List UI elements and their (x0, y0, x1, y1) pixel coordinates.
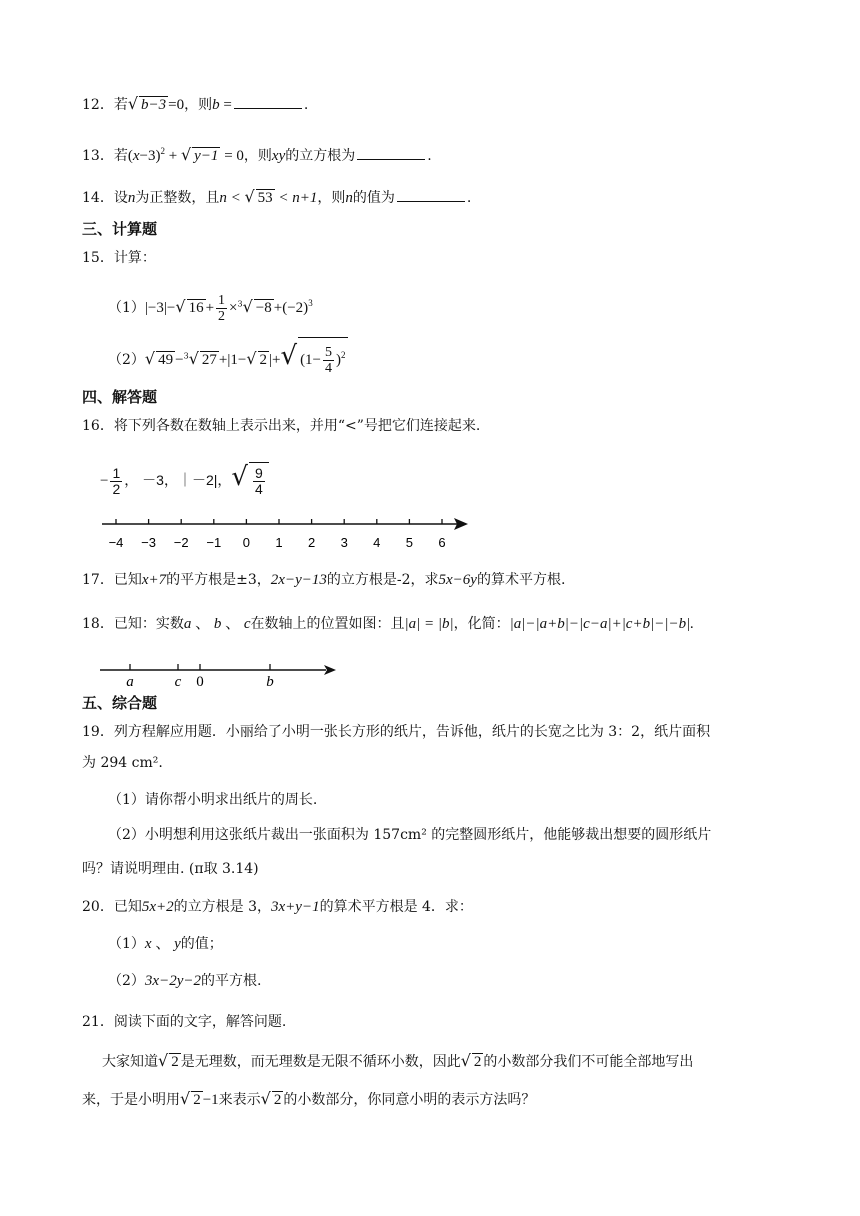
var-xy: xy (271, 148, 286, 164)
part-label: （1） (108, 936, 145, 952)
radicand: 53 (257, 190, 273, 206)
axis-tick-label: −4 (108, 535, 124, 550)
number-line-16 (96, 510, 476, 554)
part-label: （2） (108, 352, 145, 368)
q21-text-b3: 的小数部分，你同意小明的表示方法吗？ (283, 1092, 536, 1108)
q20-text3: 的算术平方根是 4．求： (319, 899, 473, 915)
q21-text-b1: 来，于是小明用 (82, 1092, 180, 1108)
question-number: 19． (82, 724, 114, 740)
q18-text2: 在数轴上的位置如图：且 (250, 616, 405, 632)
number-list: ， －3，｜－2|， (124, 472, 232, 488)
radical-sign: √ (144, 349, 156, 368)
q18-text3: ，化简： (453, 616, 510, 632)
q15-text: 计算： (113, 250, 156, 266)
q20-part2 (108, 972, 261, 990)
minus: − (175, 352, 184, 368)
q21-paragraph-line2 (82, 1090, 535, 1109)
question-number: 12． (82, 97, 114, 113)
vars-xy: x 、 y (144, 936, 181, 952)
q17-text4: 的算术平方根. (476, 572, 566, 588)
radicand: −8 (255, 300, 272, 316)
fraction-half: $\frac{1}{2}$ (112, 464, 121, 497)
q21-text-a3: 的小数部分我们不可能全部地写出 (483, 1054, 694, 1070)
minus: − (100, 473, 109, 489)
q13-text: 若 (113, 148, 128, 164)
part-label: （2） (108, 973, 145, 989)
q17-text: 已知 (113, 572, 142, 588)
period: . (427, 148, 432, 164)
radical-sign: √ (180, 1089, 191, 1108)
radical-sign: √ (158, 1051, 169, 1070)
radicand: 2 (273, 1092, 282, 1108)
expr-1: |−3|− (144, 300, 176, 316)
q13-then: ，则 (243, 148, 272, 164)
answer-blank[interactable] (397, 189, 465, 202)
q14-text4: 的值为 (352, 190, 395, 206)
abs-expr: +|1− (218, 352, 247, 368)
var-n: n (127, 190, 136, 206)
axis-tick-label: 0 (242, 535, 251, 550)
question-18 (82, 615, 694, 633)
radical-sign: √ (231, 462, 248, 492)
q18-text: 已知：实数 (113, 616, 184, 632)
q16-numbers (100, 457, 269, 497)
question-19-line2: 为 294 cm². (82, 755, 163, 771)
part-label: （1） (108, 300, 145, 316)
expr-tail: $+(-2)^3$ (273, 298, 313, 316)
question-19-line1 (82, 723, 710, 741)
question-14 (82, 188, 471, 207)
radical-sign: √ (188, 349, 199, 368)
inequality: n < (219, 190, 241, 206)
q20-text: 已知 (113, 899, 142, 915)
radicand: 27 (201, 352, 217, 368)
question-number: 21． (82, 1014, 114, 1030)
question-number: 13． (82, 148, 114, 164)
q19-part2-line2: 吗？请说明理由. (π取 3.14) (82, 861, 259, 877)
expr-2x-y-13: 2x−y−13 (270, 572, 327, 588)
q20-part1-text: 的值； (180, 936, 223, 952)
q15-part2 (108, 336, 348, 376)
axis-tick-label: −2 (173, 535, 189, 550)
q20-part1 (108, 935, 223, 953)
axis-points (126, 664, 274, 690)
axis-point-label: b (266, 674, 274, 690)
q20-text2: 的立方根是 3， (173, 899, 271, 915)
question-13 (82, 142, 432, 165)
radicand: y−1 (194, 148, 219, 164)
radical-sign: √ (175, 297, 186, 316)
q21-text-a2: 是无理数，而无理数是无限不循环小数，因此 (180, 1054, 461, 1070)
axis-tick-label: 2 (307, 535, 316, 550)
axis-point-label: a (126, 674, 134, 690)
answer-blank[interactable] (234, 96, 302, 109)
q19-part2-line1: （2）小明想利用这张纸片裁出一张面积为 157cm² 的完整圆形纸片，他能够裁出想要的圆形纸片 (108, 827, 712, 843)
expr-squared: $(x-3)^2$ + (127, 146, 181, 164)
radical-sign: √ (246, 349, 257, 368)
equals-sign: = (219, 97, 232, 113)
q14-text: 设 (113, 190, 128, 206)
equals-zero: =0 (168, 97, 185, 113)
fraction-half: $\frac{1}{2}$ (218, 292, 226, 324)
period: . (303, 97, 309, 113)
q17-text2: 的平方根是±3， (166, 572, 271, 588)
equals-zero: = 0 (220, 148, 244, 164)
radical-sign: √ (127, 94, 139, 113)
section-heading-5: 五、综合题 (82, 694, 158, 712)
question-number: 17． (82, 572, 114, 588)
question-20 (82, 898, 473, 916)
q15-part1 (108, 283, 313, 323)
question-12 (82, 95, 308, 114)
number-line-18 (96, 660, 346, 690)
axis-tick-label: 6 (438, 535, 446, 550)
question-21 (82, 1013, 286, 1031)
radicand: 2 (259, 352, 268, 368)
q21-text-a1: 大家知道 (102, 1054, 158, 1070)
q14-text2: 为正整数，且 (135, 190, 220, 206)
q21-text-b2: 来表示 (218, 1092, 261, 1108)
expr-5x-6y: 5x−6y (438, 572, 477, 588)
q13-text-cube: 的立方根为 (285, 148, 356, 164)
section-heading-4: 四、解答题 (82, 388, 158, 406)
radicand: 49 (158, 352, 174, 368)
axis-point-label: 0 (196, 674, 204, 690)
vars-abc: a 、 b 、 c (183, 616, 251, 632)
expr-3x-2y-2: 3x−2y−2 (144, 973, 202, 989)
radicand-big: (1− $\frac{5}{4}$ )$^2$ (298, 337, 347, 377)
radicand: 2 (193, 1092, 201, 1108)
q19-part1: （1）请你帮小明求出纸片的周长. (108, 792, 318, 808)
q12-text: 若 (113, 97, 128, 113)
axis-tick-label: 4 (373, 535, 381, 550)
cube-index: 3 (183, 351, 189, 361)
axis-tick-label: −1 (206, 535, 222, 550)
big-radical-sign: √ (280, 341, 298, 371)
axis-tick-label: 5 (405, 535, 414, 550)
radicand: 2 (473, 1054, 482, 1070)
radicand: 16 (188, 300, 204, 316)
radical-sign: √ (180, 145, 192, 164)
axis-point-label: c (174, 674, 182, 690)
cube-index: 3 (237, 299, 243, 309)
radical-sign: √ (242, 297, 253, 316)
times: × (229, 300, 238, 316)
q14-then: ，则 (317, 190, 346, 206)
plus: + (205, 300, 215, 316)
q20-part2-text: 的平方根. (201, 973, 262, 989)
radicand: $\frac{9}{4}$ (249, 462, 269, 497)
question-number: 14． (82, 190, 114, 206)
q21-text: 阅读下面的文字，解答问题. (113, 1014, 287, 1030)
var-n-2: n (345, 190, 353, 206)
axis-tick-label: 1 (275, 535, 283, 550)
radical-sign: √ (260, 1089, 271, 1108)
q12-then: ，则 (184, 97, 213, 113)
axis-tick-label: 3 (340, 535, 348, 550)
radicand: b−3 (141, 97, 167, 113)
abs-close: |+ (269, 352, 281, 368)
q16-text: 将下列各数在数轴上表示出来，并用“<”号把它们连接起来. (113, 418, 481, 434)
var-b: b (212, 97, 220, 113)
question-16 (82, 417, 480, 435)
question-number: 20． (82, 899, 114, 915)
radical-sign: √ (460, 1051, 471, 1070)
radical-sign: √ (244, 187, 255, 206)
expr-3x-y-1: 3x+y−1 (270, 899, 320, 915)
q19-text: 列方程解应用题．小丽给了小明一张长方形的纸片，告诉他，纸片的长宽之比为 3：2，纸片面积 (113, 724, 711, 740)
q21-paragraph-line1 (102, 1052, 693, 1071)
minus-one: −1 (202, 1092, 219, 1108)
radicand: 2 (171, 1054, 179, 1070)
abs-a-eq-abs-b: |a| = |b| (404, 616, 454, 632)
inequality-right: < n+1 (278, 190, 318, 206)
period: . (466, 190, 472, 206)
question-number: 15． (82, 250, 114, 266)
simplify-expr: |a|−|a+b|−|c−a|+|c+b|−|−b|. (509, 616, 694, 632)
q17-text3: 的立方根是-2，求 (326, 572, 439, 588)
expr-5x2: 5x+2 (141, 899, 174, 915)
section-heading-3: 三、计算题 (82, 220, 158, 238)
question-17 (82, 571, 565, 589)
expr-x7: x+7 (141, 572, 167, 588)
question-number: 18． (82, 616, 114, 632)
answer-blank[interactable] (357, 147, 425, 160)
question-number: 16． (82, 418, 114, 434)
question-15 (82, 249, 156, 267)
axis-tick-label: −3 (141, 535, 157, 550)
